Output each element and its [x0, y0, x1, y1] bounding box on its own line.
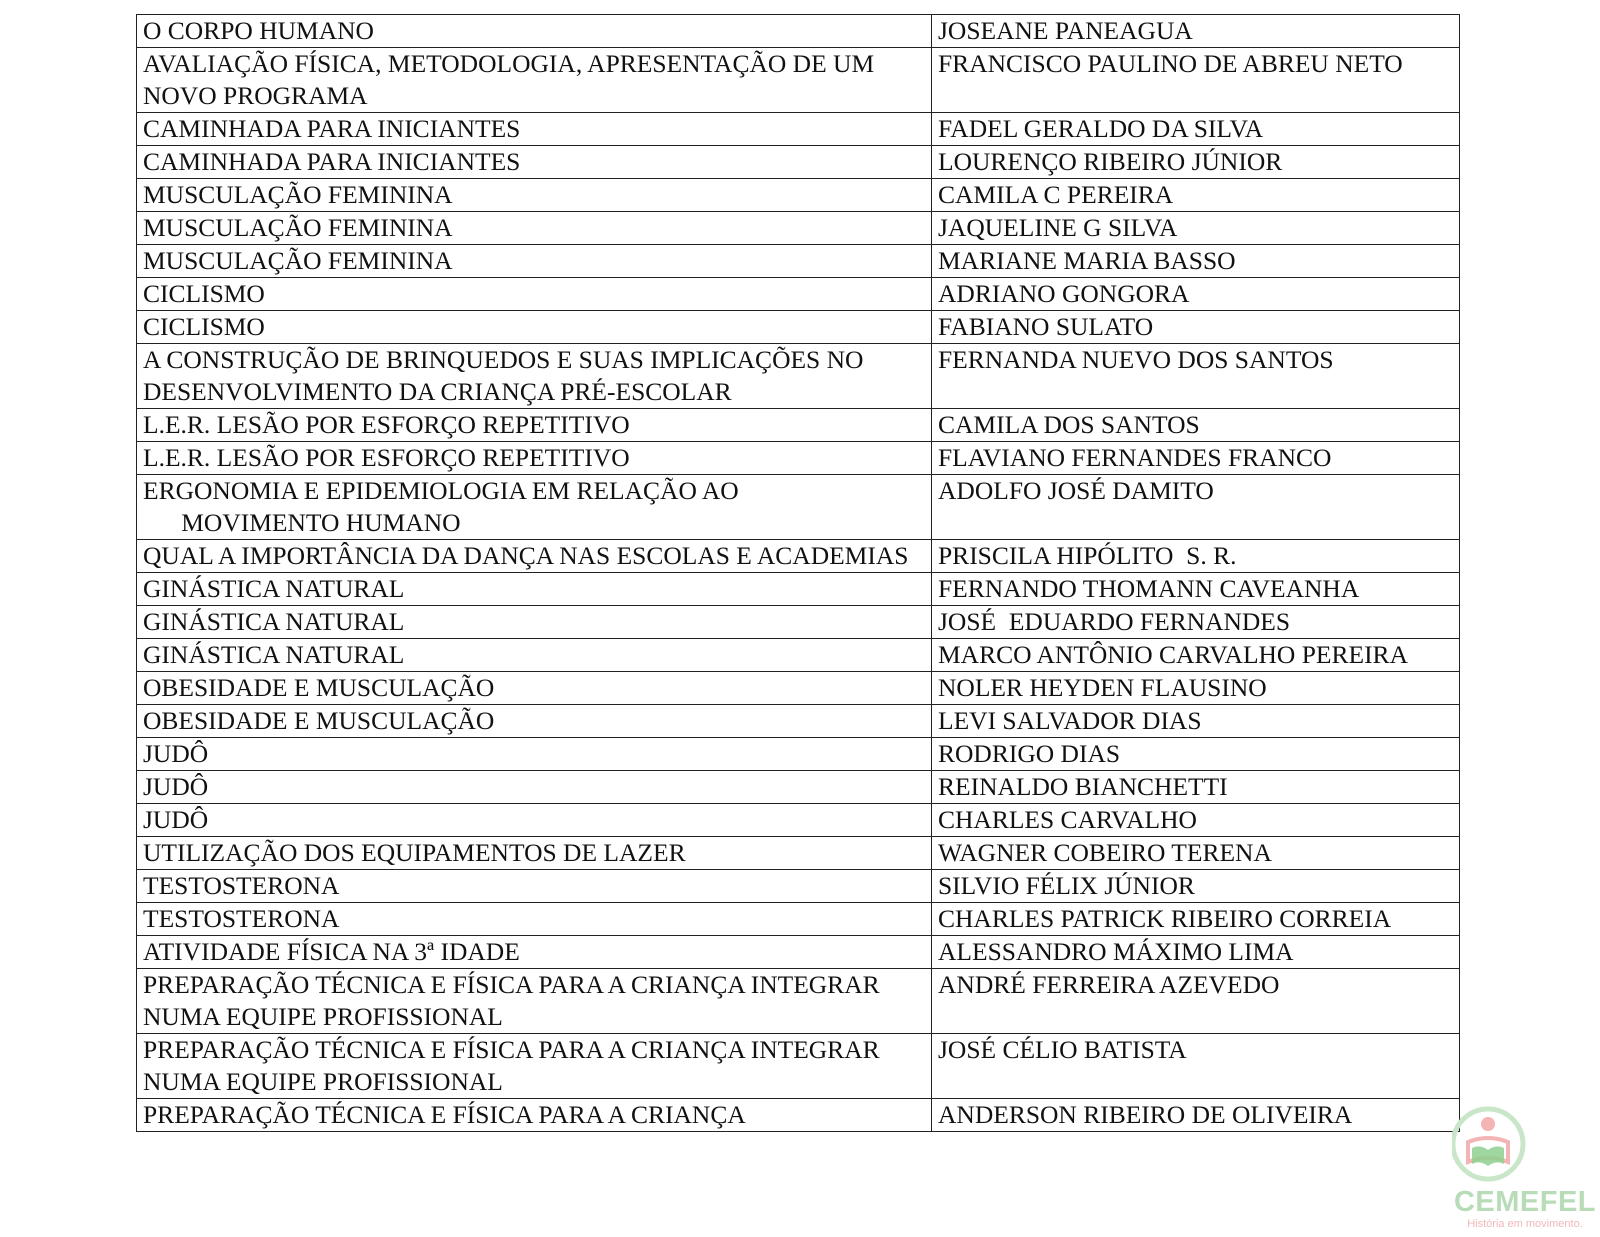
author-cell: FADEL GERALDO DA SILVA [932, 113, 1460, 146]
author-cell: FABIANO SULATO [932, 311, 1460, 344]
author-cell: LOURENÇO RIBEIRO JÚNIOR [932, 146, 1460, 179]
topic-cell: ERGONOMIA E EPIDEMIOLOGIA EM RELAÇÃO AO MOVIMENTO HUMANO [137, 475, 932, 540]
topic-cell: PREPARAÇÃO TÉCNICA E FÍSICA PARA A CRIANÇA INTEGRAR NUMA EQUIPE PROFISSIONAL [137, 1034, 932, 1099]
author-cell: ADOLFO JOSÉ DAMITO [932, 475, 1460, 540]
table-row [137, 606, 1460, 639]
watermark-tagline: História em movimento. [1467, 1218, 1583, 1230]
author-cell: ANDRÉ FERREIRA AZEVEDO [932, 969, 1460, 1034]
table-row [137, 771, 1460, 804]
author-cell: NOLER HEYDEN FLAUSINO [932, 672, 1460, 705]
author-cell: CHARLES PATRICK RIBEIRO CORREIA [932, 903, 1460, 936]
author-cell: LEVI SALVADOR DIAS [932, 705, 1460, 738]
table-row [137, 1034, 1460, 1099]
topic-cell: AVALIAÇÃO FÍSICA, METODOLOGIA, APRESENTAÇÃO DE UM NOVO PROGRAMA [137, 48, 932, 113]
table-row [137, 48, 1460, 113]
table-row [137, 870, 1460, 903]
topic-cell: GINÁSTICA NATURAL [137, 573, 932, 606]
table-row [137, 179, 1460, 212]
author-cell: SILVIO FÉLIX JÚNIOR [932, 870, 1460, 903]
table-row [137, 705, 1460, 738]
author-cell: ANDERSON RIBEIRO DE OLIVEIRA [932, 1099, 1460, 1132]
topic-cell: OBESIDADE E MUSCULAÇÃO [137, 705, 932, 738]
watermark-title: CEMEFEL [1453, 1186, 1597, 1218]
topic-cell: L.E.R. LESÃO POR ESFORÇO REPETITIVO [137, 442, 932, 475]
author-cell: MARIANE MARIA BASSO [932, 245, 1460, 278]
table-row [137, 212, 1460, 245]
author-cell: FERNANDA NUEVO DOS SANTOS [932, 344, 1460, 409]
topic-cell: PREPARAÇÃO TÉCNICA E FÍSICA PARA A CRIANÇA [137, 1099, 932, 1132]
table-row [137, 344, 1460, 409]
author-cell: ALESSANDRO MÁXIMO LIMA [932, 936, 1460, 969]
topic-cell: QUAL A IMPORTÂNCIA DA DANÇA NAS ESCOLAS E ACADEMIAS [137, 540, 932, 573]
author-cell: CAMILA DOS SANTOS [932, 409, 1460, 442]
table-row [137, 1099, 1460, 1132]
topic-cell: OBESIDADE E MUSCULAÇÃO [137, 672, 932, 705]
author-cell: MARCO ANTÔNIO CARVALHO PEREIRA [932, 639, 1460, 672]
table-row [137, 573, 1460, 606]
table-row [137, 738, 1460, 771]
table-row [137, 113, 1460, 146]
author-cell: JOSÉ EDUARDO FERNANDES [932, 606, 1460, 639]
table-row [137, 639, 1460, 672]
topic-cell: MUSCULAÇÃO FEMININA [137, 245, 932, 278]
topic-cell: CICLISMO [137, 311, 932, 344]
table-row [137, 837, 1460, 870]
table-row [137, 245, 1460, 278]
topic-cell: JUDÔ [137, 804, 932, 837]
topic-cell: UTILIZAÇÃO DOS EQUIPAMENTOS DE LAZER [137, 837, 932, 870]
topic-cell: CAMINHADA PARA INICIANTES [137, 113, 932, 146]
table-row [137, 15, 1460, 48]
topic-cell: L.E.R. LESÃO POR ESFORÇO REPETITIVO [137, 409, 932, 442]
table-row [137, 475, 1460, 540]
table-row [137, 903, 1460, 936]
author-cell: ADRIANO GONGORA [932, 278, 1460, 311]
table-row [137, 311, 1460, 344]
topic-cell: PREPARAÇÃO TÉCNICA E FÍSICA PARA A CRIANÇA INTEGRAR NUMA EQUIPE PROFISSIONAL [137, 969, 932, 1034]
topic-cell: O CORPO HUMANO [137, 15, 932, 48]
topic-cell: JUDÔ [137, 738, 932, 771]
author-cell: REINALDO BIANCHETTI [932, 771, 1460, 804]
author-cell: FLAVIANO FERNANDES FRANCO [932, 442, 1460, 475]
table-row [137, 278, 1460, 311]
author-cell: FERNANDO THOMANN CAVEANHA [932, 573, 1460, 606]
book-reader-icon [1452, 1104, 1598, 1194]
topic-cell: TESTOSTERONA [137, 870, 932, 903]
table-row [137, 409, 1460, 442]
author-cell: WAGNER COBEIRO TERENA [932, 837, 1460, 870]
table-row [137, 540, 1460, 573]
topic-cell: CICLISMO [137, 278, 932, 311]
author-cell: CAMILA C PEREIRA [932, 179, 1460, 212]
topic-cell: TESTOSTERONA [137, 903, 932, 936]
topics-table-body [137, 15, 1460, 1132]
table-row [137, 936, 1460, 969]
author-cell: CHARLES CARVALHO [932, 804, 1460, 837]
topic-cell: JUDÔ [137, 771, 932, 804]
table-row [137, 969, 1460, 1034]
author-cell: FRANCISCO PAULINO DE ABREU NETO [932, 48, 1460, 113]
table-row [137, 672, 1460, 705]
topic-cell: GINÁSTICA NATURAL [137, 639, 932, 672]
author-cell: JOSEANE PANEAGUA [932, 15, 1460, 48]
topic-cell: MUSCULAÇÃO FEMININA [137, 212, 932, 245]
author-cell: RODRIGO DIAS [932, 738, 1460, 771]
topic-cell: GINÁSTICA NATURAL [137, 606, 932, 639]
table-row [137, 804, 1460, 837]
topic-cell: ATIVIDADE FÍSICA NA 3ª IDADE [137, 936, 932, 969]
topics-table [136, 14, 1460, 1132]
topic-cell: MUSCULAÇÃO FEMININA [137, 179, 932, 212]
topic-cell: CAMINHADA PARA INICIANTES [137, 146, 932, 179]
author-cell: PRISCILA HIPÓLITO S. R. [932, 540, 1460, 573]
table-row [137, 442, 1460, 475]
author-cell: JOSÉ CÉLIO BATISTA [932, 1034, 1460, 1099]
table-row [137, 146, 1460, 179]
cemefel-watermark [1452, 1104, 1598, 1234]
author-cell: JAQUELINE G SILVA [932, 212, 1460, 245]
topic-cell: A CONSTRUÇÃO DE BRINQUEDOS E SUAS IMPLICAÇÕES NO DESENVOLVIMENTO DA CRIANÇA PRÉ-ESCOLAR [137, 344, 932, 409]
